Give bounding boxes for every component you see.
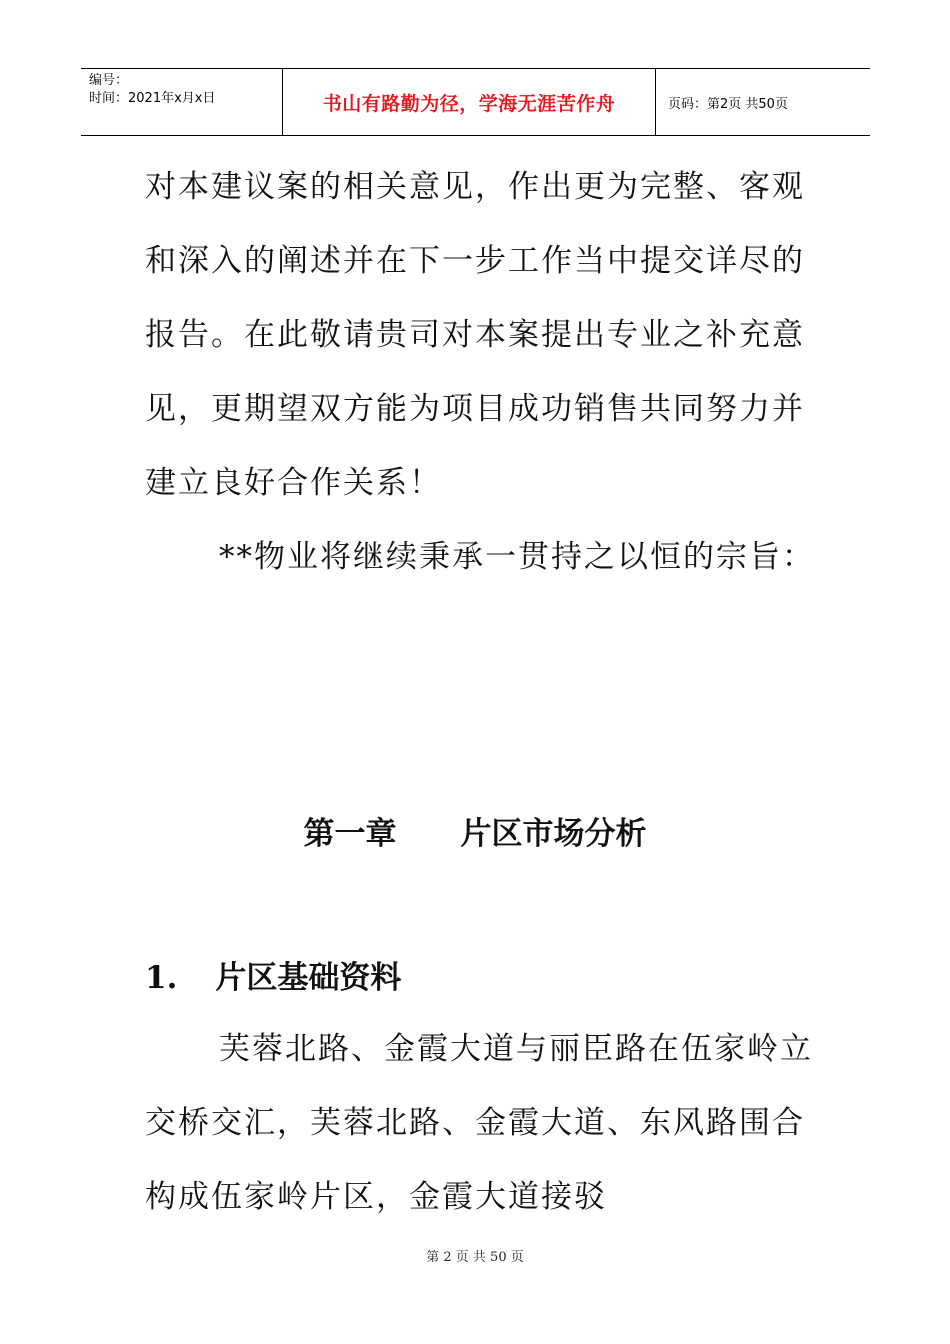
- section-heading: [145, 952, 401, 997]
- chapter-heading: [0, 808, 950, 853]
- header-motto-cell: [283, 69, 656, 135]
- body-paragraph-2: **物业将继续秉承一贯持之以恒的宗旨：: [219, 539, 815, 575]
- body-paragraph-3: 芙蓉北路、金霞大道与丽臣路在伍家岭立交桥交汇，芙蓉北路、金霞大道、东风路围合构成伍家岭片区，金霞大道接驳: [145, 1031, 813, 1215]
- time-label: 时间：2021年x月x日: [89, 91, 216, 106]
- body-paragraph-1: 对本建议案的相关意见，作出更为完整、客观和深入的阐述并在下一步工作当中提交详尽的报告。在此敬请贵司对本案提出专业之补充意见，更期望双方能为项目成功销售共同努力并建立良好合作关系！: [145, 169, 805, 501]
- page-footer: 第 2 页 共 50 页: [426, 1250, 524, 1265]
- section-title: 片区基础资料: [215, 960, 402, 996]
- serial-label: 编号：: [89, 73, 129, 88]
- header-meta: [81, 69, 283, 135]
- chapter-number: 第一章: [303, 816, 397, 852]
- header-page-info: 页码：第2页 共50页: [668, 96, 788, 112]
- section-number: 1.: [145, 960, 178, 996]
- chapter-title: 片区市场分析: [460, 816, 647, 852]
- page-header: [81, 68, 870, 136]
- header-motto: 书山有路勤为径，学海无涯苦作舟: [322, 92, 616, 115]
